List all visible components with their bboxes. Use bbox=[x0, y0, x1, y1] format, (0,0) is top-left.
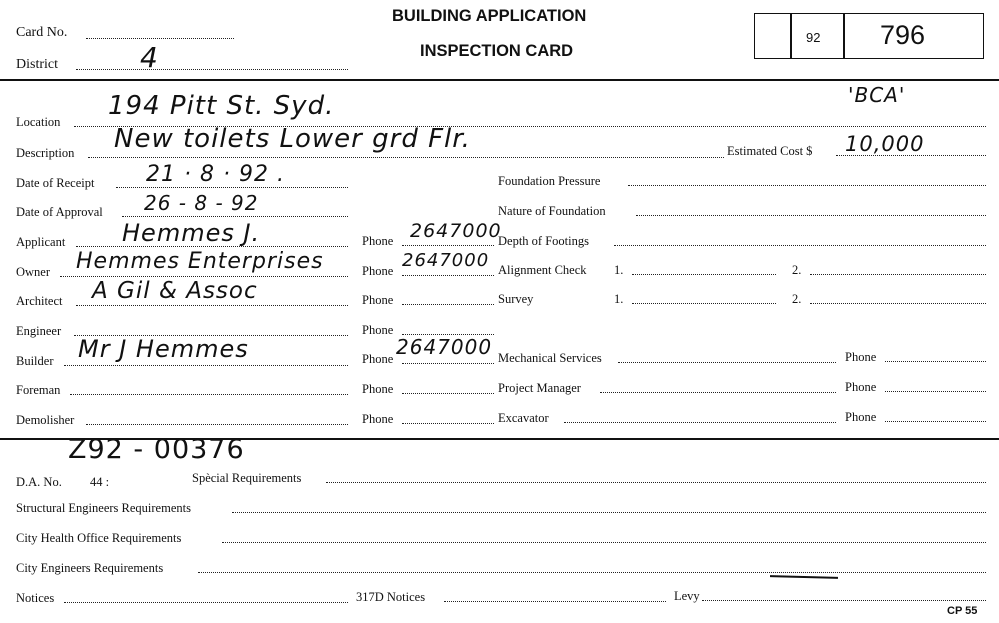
da-prefix: 44 : bbox=[90, 475, 110, 489]
health-label: City Health Office Requirements bbox=[16, 531, 182, 545]
date-approval-label: Date of Approval bbox=[16, 205, 103, 219]
location-label: Location bbox=[16, 115, 61, 129]
mechanical-label: Mechanical Services bbox=[498, 351, 602, 365]
levy-field[interactable] bbox=[702, 600, 986, 601]
depth-footings-field[interactable] bbox=[614, 245, 986, 246]
mechanical-phone-label: Phone bbox=[845, 350, 877, 364]
health-field[interactable] bbox=[222, 542, 986, 543]
survey-field-2[interactable] bbox=[810, 303, 986, 304]
alignment-num2: 2. bbox=[792, 263, 802, 277]
architect-value: A Gil & Assoc bbox=[92, 278, 258, 304]
form-code: CP 55 bbox=[947, 605, 978, 617]
demolisher-label: Demolisher bbox=[16, 413, 75, 427]
description-label: Description bbox=[16, 146, 75, 160]
card-number-box bbox=[754, 13, 984, 59]
owner-value: Hemmes Enterprises bbox=[76, 249, 324, 274]
engineer-label: Engineer bbox=[16, 324, 62, 338]
architect-label: Architect bbox=[16, 294, 63, 308]
alignment-check-label: Alignment Check bbox=[498, 263, 587, 277]
card-no-field[interactable] bbox=[86, 38, 234, 39]
alignment-field-1[interactable] bbox=[632, 274, 776, 275]
levy-label: Levy bbox=[674, 589, 700, 603]
builder-value: Mr J Hemmes bbox=[78, 335, 249, 363]
header-rule bbox=[0, 79, 999, 81]
structural-field[interactable] bbox=[232, 512, 986, 513]
builder-phone-value: 2647000 bbox=[396, 335, 493, 359]
owner-phone-value: 2647000 bbox=[402, 250, 490, 271]
owner-label: Owner bbox=[16, 265, 51, 279]
applicant-phone-value: 2647000 bbox=[410, 220, 502, 242]
card-no-label: Card No. bbox=[16, 25, 68, 40]
form-title-line2: INSPECTION CARD bbox=[420, 42, 574, 60]
project-manager-field[interactable] bbox=[600, 392, 836, 393]
date-receipt-field[interactable] bbox=[116, 187, 348, 188]
owner-phone-label: Phone bbox=[362, 264, 394, 278]
owner-phone-field[interactable] bbox=[402, 275, 494, 276]
mechanical-phone-field[interactable] bbox=[885, 361, 986, 362]
foreman-phone-label: Phone bbox=[362, 382, 394, 396]
foreman-label: Foreman bbox=[16, 383, 61, 397]
applicant-phone-label: Phone bbox=[362, 234, 394, 248]
estimated-cost-label: Estimated Cost $ bbox=[727, 144, 813, 158]
box-divider-1 bbox=[790, 14, 792, 58]
excavator-phone-label: Phone bbox=[845, 410, 877, 424]
applicant-value: Hemmes J. bbox=[122, 219, 261, 247]
owner-field[interactable] bbox=[60, 276, 348, 277]
city-engineers-field[interactable] bbox=[198, 572, 986, 573]
builder-label: Builder bbox=[16, 354, 54, 368]
notices-field[interactable] bbox=[64, 602, 348, 603]
box-number: 796 bbox=[880, 20, 926, 50]
project-manager-phone-label: Phone bbox=[845, 380, 877, 394]
district-value: 4 bbox=[140, 41, 159, 74]
foundation-pressure-field[interactable] bbox=[628, 185, 986, 186]
applicant-label: Applicant bbox=[16, 235, 66, 249]
date-approval-value: 26 - 8 - 92 bbox=[144, 191, 259, 215]
excavator-label: Excavator bbox=[498, 411, 549, 425]
da-number-value: Z92 - 00376 bbox=[68, 434, 245, 465]
date-receipt-label: Date of Receipt bbox=[16, 176, 95, 190]
foundation-pressure-label: Foundation Pressure bbox=[498, 174, 601, 188]
mechanical-field[interactable] bbox=[618, 362, 836, 363]
project-manager-phone-field[interactable] bbox=[885, 391, 986, 392]
foreman-field[interactable] bbox=[70, 394, 348, 395]
survey-label: Survey bbox=[498, 292, 534, 306]
nature-foundation-field[interactable] bbox=[636, 215, 986, 216]
survey-num2: 2. bbox=[792, 292, 802, 306]
notices-label: Notices bbox=[16, 591, 55, 605]
alignment-num1: 1. bbox=[614, 263, 624, 277]
alignment-field-2[interactable] bbox=[810, 274, 986, 275]
location-value: 194 Pitt St. Syd. bbox=[108, 91, 335, 121]
box-divider-2 bbox=[843, 14, 845, 58]
estimated-cost-value: 10,000 bbox=[845, 132, 925, 156]
notices-317d-field[interactable] bbox=[444, 601, 666, 602]
city-engineers-label: City Engineers Requirements bbox=[16, 561, 164, 575]
form-title-line1: BUILDING APPLICATION bbox=[392, 7, 587, 25]
demolisher-phone-field[interactable] bbox=[402, 423, 494, 424]
date-approval-field[interactable] bbox=[122, 216, 348, 217]
applicant-phone-field[interactable] bbox=[402, 245, 494, 246]
demolisher-field[interactable] bbox=[86, 424, 348, 425]
architect-phone-field[interactable] bbox=[402, 304, 494, 305]
excavator-field[interactable] bbox=[564, 422, 836, 423]
special-requirements-field[interactable] bbox=[326, 482, 986, 483]
district-label: District bbox=[16, 57, 58, 72]
notices-317d-label: 317D Notices bbox=[356, 590, 426, 604]
architect-field[interactable] bbox=[76, 305, 348, 306]
foreman-phone-field[interactable] bbox=[402, 393, 494, 394]
demolisher-phone-label: Phone bbox=[362, 412, 394, 426]
structural-label: Structural Engineers Requirements bbox=[16, 501, 191, 515]
special-requirements-label: Spècial Requirements bbox=[192, 471, 302, 485]
project-manager-label: Project Manager bbox=[498, 381, 581, 395]
builder-field[interactable] bbox=[64, 365, 348, 366]
architect-phone-label: Phone bbox=[362, 293, 394, 307]
builder-phone-label: Phone bbox=[362, 352, 394, 366]
excavator-phone-field[interactable] bbox=[885, 421, 986, 422]
description-field[interactable] bbox=[88, 157, 724, 158]
levy-dash-mark bbox=[770, 575, 838, 579]
builder-phone-field[interactable] bbox=[402, 363, 494, 364]
survey-num1: 1. bbox=[614, 292, 624, 306]
engineer-phone-label: Phone bbox=[362, 323, 394, 337]
bca-note: 'BCA' bbox=[848, 83, 906, 107]
description-value: New toilets Lower grd Flr. bbox=[114, 124, 471, 154]
da-no-label: D.A. No. bbox=[16, 475, 62, 489]
district-field[interactable] bbox=[76, 69, 348, 70]
box-prefix: 92 bbox=[806, 30, 821, 45]
nature-foundation-label: Nature of Foundation bbox=[498, 204, 606, 218]
date-receipt-value: 21 · 8 · 92 . bbox=[146, 162, 285, 187]
depth-footings-label: Depth of Footings bbox=[498, 234, 589, 248]
survey-field-1[interactable] bbox=[632, 303, 776, 304]
